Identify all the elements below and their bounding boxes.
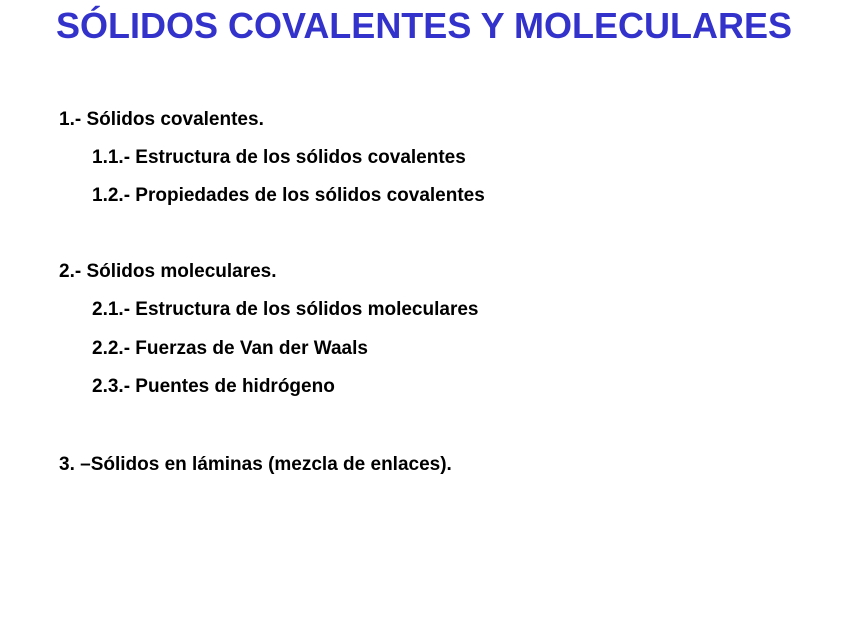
outline-item-2-2: 2.2.- Fuerzas de Van der Waals	[92, 338, 368, 359]
outline-item-2: 2.- Sólidos moleculares.	[59, 261, 277, 282]
slide-title: SÓLIDOS COVALENTES Y MOLECULARES	[55, 5, 793, 46]
outline-item-3: 3. –Sólidos en láminas (mezcla de enlaces).	[59, 454, 452, 475]
outline-item-1: 1.- Sólidos covalentes.	[59, 109, 264, 130]
outline-item-2-3: 2.3.- Puentes de hidrógeno	[92, 376, 335, 397]
outline-item-2-1: 2.1.- Estructura de los sólidos moleculares	[92, 299, 479, 320]
outline-item-1-1: 1.1.- Estructura de los sólidos covalentes	[92, 147, 466, 168]
outline-item-1-2: 1.2.- Propiedades de los sólidos covalentes	[92, 185, 485, 206]
